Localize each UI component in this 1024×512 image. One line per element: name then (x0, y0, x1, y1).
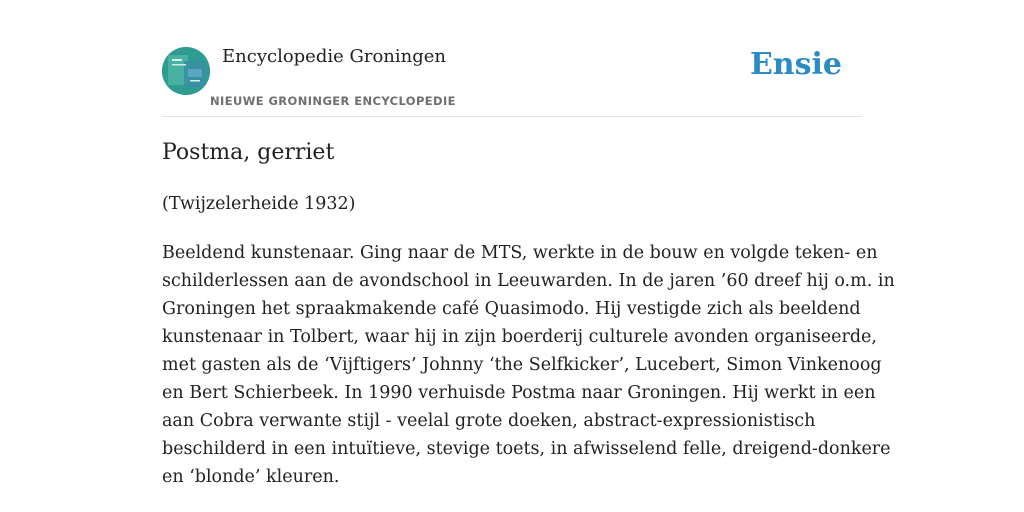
ensie-logo-link[interactable]: Ensie (749, 47, 842, 82)
site-title[interactable]: Encyclopedie Groningen (222, 46, 447, 67)
body-line: beschilderd in een intuïtieve, stevige toets, in afwisselend felle, dreigend-donkere (162, 439, 891, 459)
entry-title: Postma, gerriet (162, 140, 335, 165)
entry-meta: (Twijzelerheide 1932) (162, 194, 356, 214)
body-line: en Bert Schierbeek. In 1990 verhuisde Postma naar Groningen. Hij werkt in een (162, 383, 876, 403)
entry-body (162, 239, 895, 491)
page (162, 0, 895, 487)
body-line: Beeldend kunstenaar. Ging naar de MTS, werkte in de bouw en volgde teken- en (162, 243, 878, 263)
body-line: Groningen het spraakmakende café Quasimodo. Hij vestigde zich als beeldend (162, 299, 861, 319)
body-line: kunstenaar in Tolbert, waar hij in zijn boerderij culturele avonden organiseerde, (162, 327, 877, 347)
site-header (162, 0, 862, 117)
body-line: schilderlessen aan de avondschool in Leeuwarden. In de jaren ’60 dreef hij o.m. in (162, 271, 895, 291)
book-cover-icon (162, 47, 210, 95)
body-line: aan Cobra verwante stijl - veelal grote doeken, abstract-expressionistisch (162, 411, 816, 431)
body-line: met gasten als de ‘Vijftigers’ Johnny ‘the Selfkicker’, Lucebert, Simon Vinkenoog (162, 355, 882, 375)
body-line: en ‘blonde’ kleuren. (162, 467, 340, 487)
encyclopedia-avatar[interactable] (162, 47, 210, 95)
site-subtitle: NIEUWE GRONINGER ENCYCLOPEDIE (210, 94, 456, 108)
